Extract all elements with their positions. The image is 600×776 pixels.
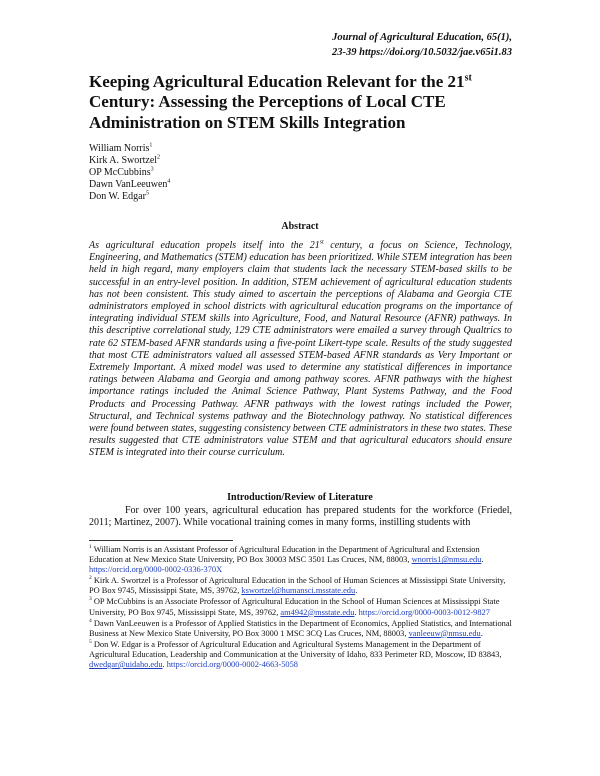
footnote: $^4$ Dawn VanLeeuwen is a Professor of Applied Statistics in the Department of Economics, Applied Statistics, and International Business at New Mexico State University, PO Box 3000 1 MSC 3CQ Las Cruces, NM, 88003, vanleeuw@nmsu.edu.	[89, 617, 512, 638]
email-link[interactable]: vanleeuw@nmsu.edu	[408, 628, 481, 638]
email-link[interactable]: kswortzel@humansci.msstate.edu	[241, 586, 356, 596]
title-part-2: Century: Assessing the Perceptions of Local CTE Administration on STEM Skills Integration	[89, 92, 446, 132]
author: Don W. Edgar$^5$	[89, 191, 149, 203]
author: William Norris$^1$	[89, 142, 153, 154]
footnote-divider	[89, 540, 233, 541]
author-list	[89, 143, 170, 203]
abstract-body: As agricultural education propels itself into the 21st century, a focus on Science, Technology, Engineering, and Mathematics (STEM) education has been prioritized. While STEM integration has been held in high regard, many employers claim that students lack the necessary STEM-based skills to be successful in an entry-level position. In addition, STEM achievement of agricultural education students has not been consistent. This study aimed to ascertain the perceptions of Alabama and Georgia CTE administrators employed in school districts with agricultural education programs on the importance of integrating individual STEM skills into Agriculture, Food, and Natural Resource (AFNR) pathways. In this descriptive correlational study, 129 CTE administrators were emailed a survey through Qualtrics to rate 62 STEM-based AFNR standards using a five-point Likert-type scale. Results of the study suggested that most CTE administrators valued all assessed STEM-based AFNR standards as Very Important or Extremely Important. A mixed model was used to determine any statistical differences in importance ratings between Alabama and Georgia and among pathway scores. AFNR pathways with the highest importance ratings included the Animal Science Pathway, Plant Systems Pathway, and the Food Products and Processing Pathway. AFNR pathways with the lowest ratings included the Power, Structural, and Technical systems pathway and the Biotechnology pathway. No statistical differences were found between states, suggesting consistency between CTE administrators in these two states. These results suggested that CTE administrators value STEM and that agricultural educators should ensure STEM is integrated into their course curriculum.	[89, 239, 512, 459]
footnotes	[89, 545, 515, 671]
footnote: $^3$ OP McCubbins is an Associate Professor of Agricultural Education in the School of Human Sciences at Mississippi State University, PO Box 9745, Mississippi State, MS, 39762, am4942@msstate.edu. https://orcid.org/0000-0003-0012-9827	[89, 596, 500, 617]
journal-citation	[332, 30, 512, 60]
title-superscript: st	[464, 72, 472, 84]
footnote: $^2$ Kirk A. Swortzel is a Professor of Agricultural Education in the School of Human Sciences at Mississippi State University, PO Box 9745, Mississippi State, MS, 39762, kswortzel@humansci.msstate.edu.	[89, 575, 506, 596]
footnote: $^5$ Don W. Edgar is a Professor of Agricultural Education and Agricultural Systems Management in the Department of Agricultural Education, Leadership and Communication at the University of Idaho, 833 Perimeter RD, Moscow, ID 83843, dwedgar@uidaho.edu. https://orcid.org/0000-0002-4663-5058	[89, 639, 502, 670]
journal-line-1: Journal of Agricultural Education, 65(1),	[332, 32, 512, 43]
orcid-link[interactable]: https://orcid.org/0000-0002-0336-370X	[89, 565, 223, 575]
title-part-1: Keeping Agricultural Education Relevant for the 21	[89, 72, 465, 91]
abstract-heading: Abstract	[281, 221, 319, 232]
journal-line-2: 23-39 https://doi.org/10.5032/jae.v65i1.83	[332, 47, 512, 59]
author: Kirk A. Swortzel$^2$	[89, 154, 161, 167]
email-link[interactable]: am4942@msstate.edu	[280, 607, 355, 617]
orcid-link[interactable]: https://orcid.org/0000-0002-4663-5058	[166, 660, 298, 670]
author: OP McCubbins$^3$	[89, 166, 154, 179]
paper-title	[89, 72, 519, 133]
author: Dawn VanLeeuwen$^4$	[89, 178, 171, 191]
footnote: $^1$ William Norris is an Assistant Professor of Agricultural Education in the Department of Agricultural and Extension Education at New Mexico State University, PO Box 30003 MSC 3501 Las Cruces, NM, 88003, wnorris1@nmsu.edu. https://orcid.org/0000-0002-0336-370X	[89, 544, 484, 575]
intro-paragraph: For over 100 years, agricultural education has prepared students for the workforce (Friedel, 2011; Martinez, 2007). While vocational training comes in many forms, instilling students with	[89, 505, 512, 529]
email-link[interactable]: dwedgar@uidaho.edu	[89, 660, 163, 670]
email-link[interactable]: wnorris1@nmsu.edu	[411, 555, 482, 565]
section-heading: Introduction/Review of Literature	[227, 492, 373, 503]
orcid-link[interactable]: https://orcid.org/0000-0003-0012-9827	[358, 607, 490, 617]
